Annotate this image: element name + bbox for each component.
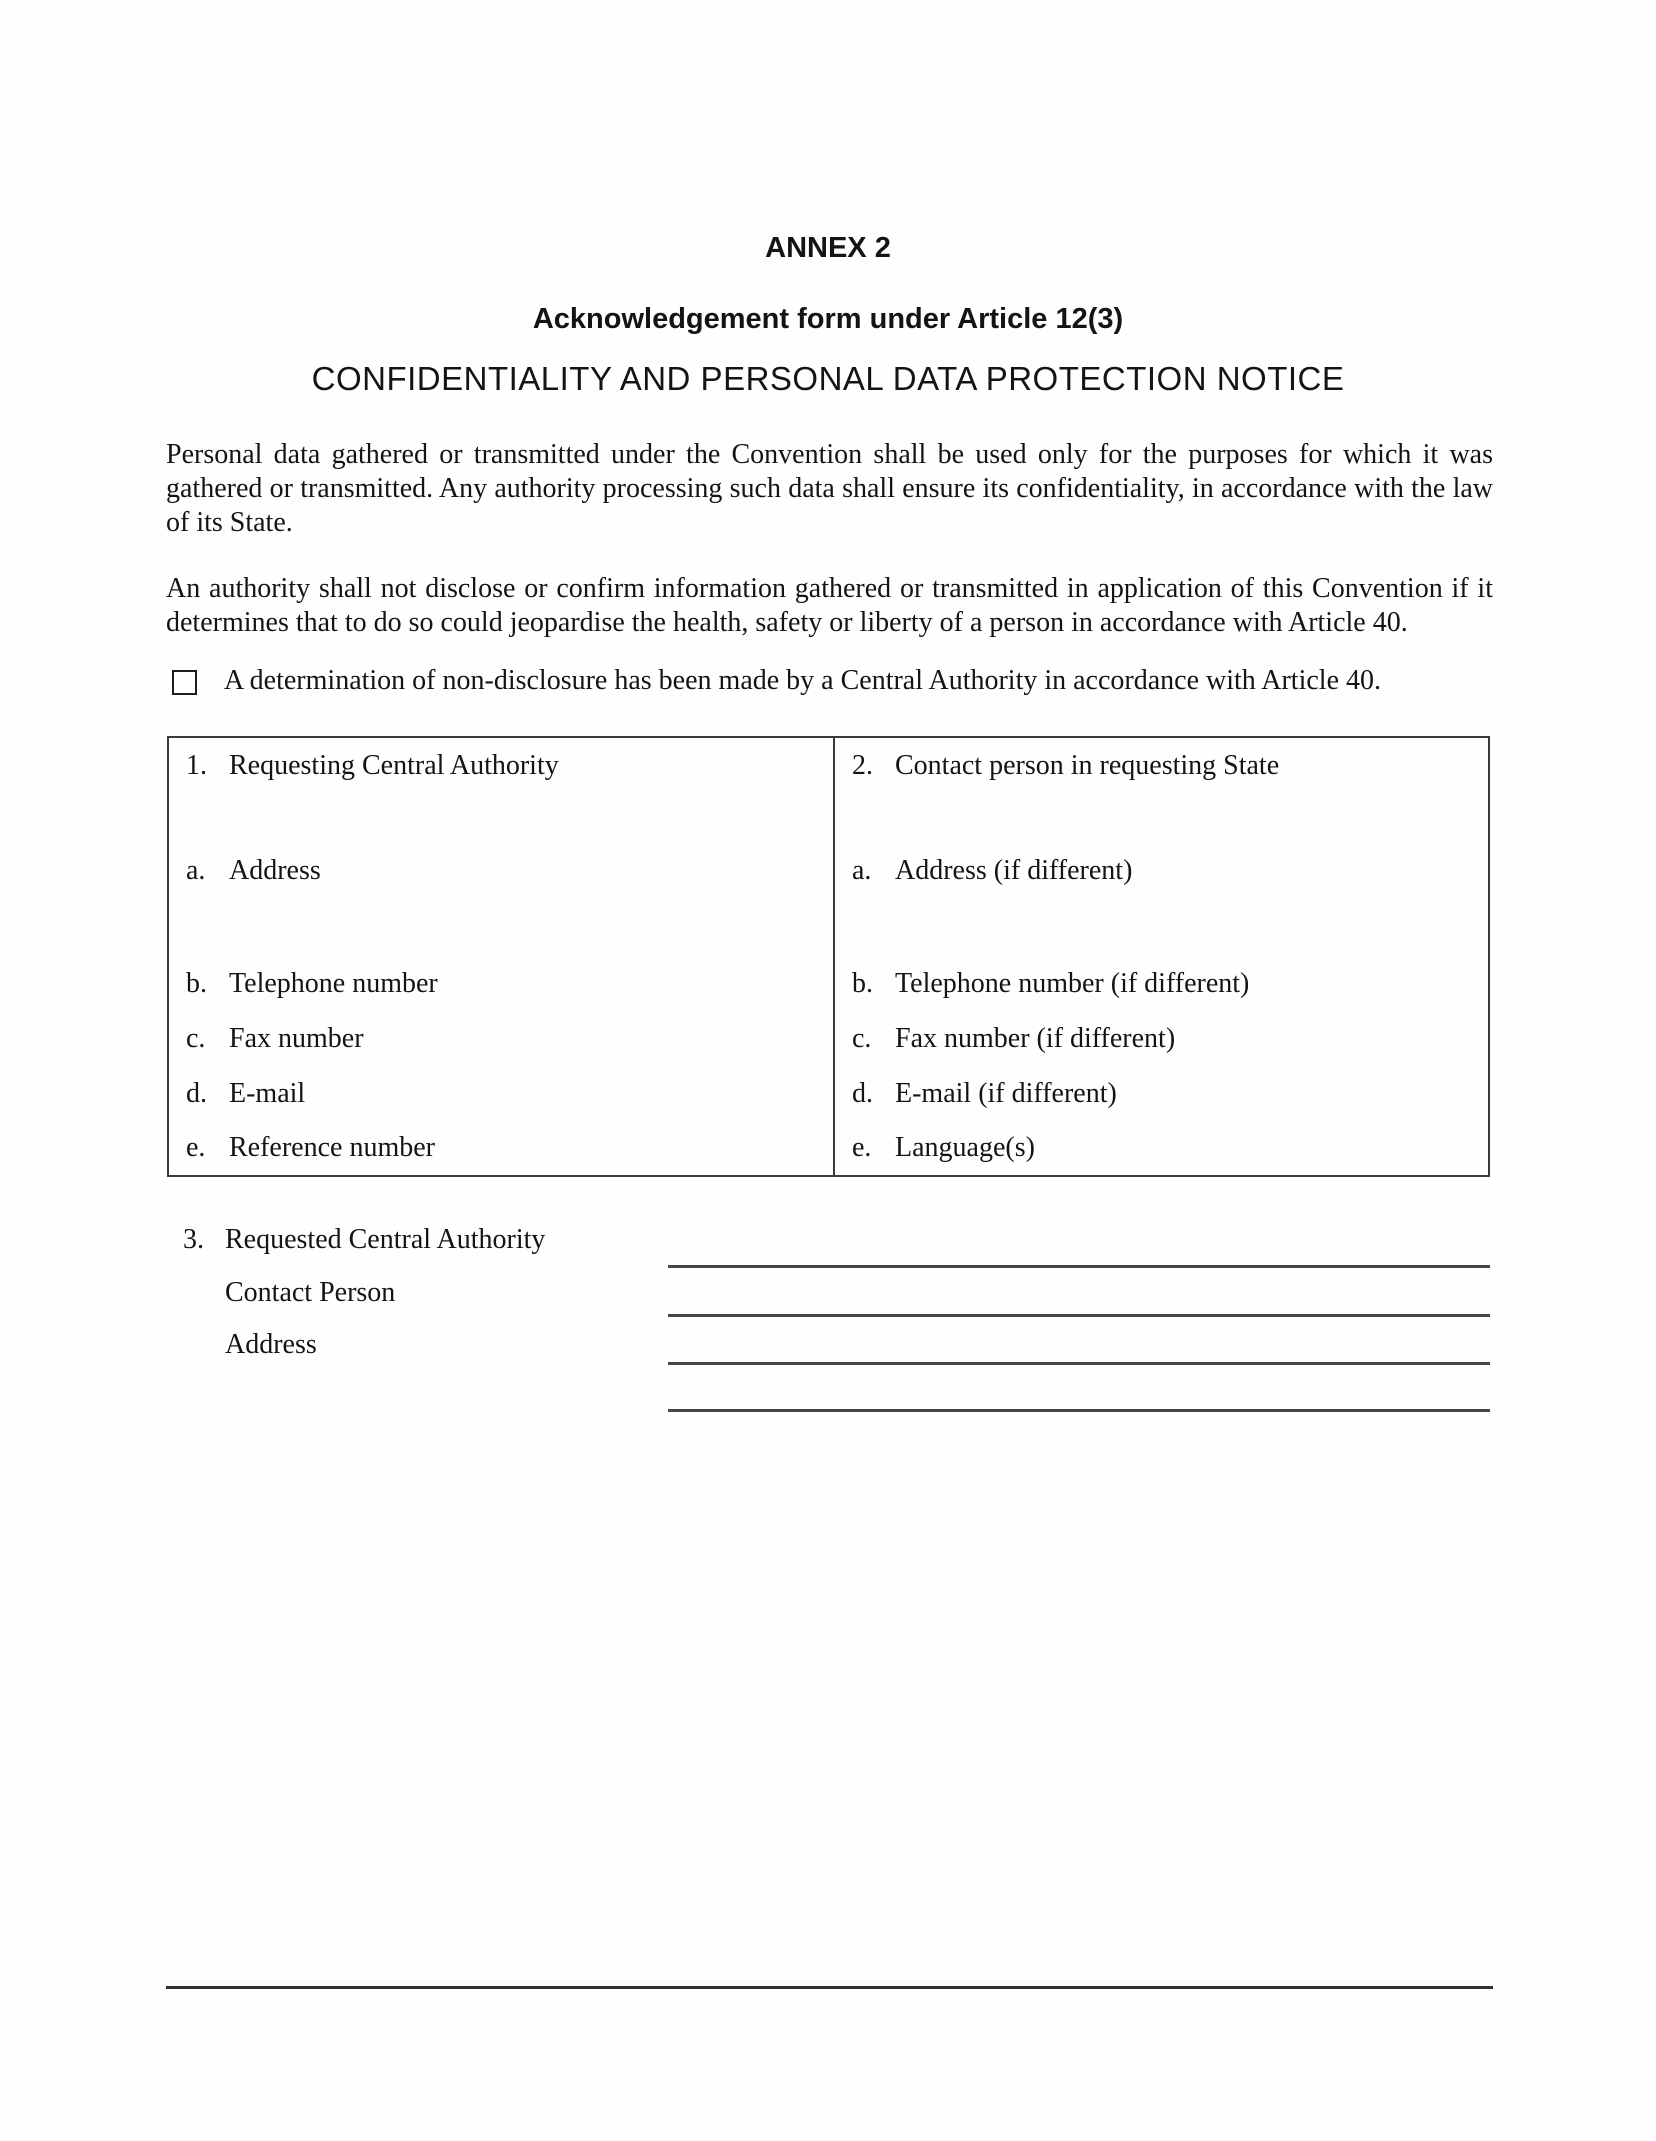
row-number: d. bbox=[186, 1078, 207, 1109]
row-label: Telephone number (if different) bbox=[895, 968, 1250, 999]
row-label: E-mail (if different) bbox=[895, 1078, 1117, 1109]
table-row bbox=[169, 750, 559, 782]
row-number: e. bbox=[186, 1132, 206, 1163]
row-label: Reference number bbox=[229, 1132, 435, 1163]
paragraph-non-disclosure: An authority shall not disclose or confirm information gathered or transmitted in application of this Convention if it determines that to do so could jeopardise the health, safety or liberty of a person in accordance with Article 40. bbox=[166, 573, 1493, 638]
address-input-line-2[interactable] bbox=[668, 1377, 1490, 1412]
section3-address-label: Address bbox=[225, 1329, 317, 1360]
form-subtitle: Acknowledgement form under Article 12(3) bbox=[532, 303, 1124, 335]
row-number: a. bbox=[186, 855, 206, 886]
table-row bbox=[169, 855, 321, 887]
table-row bbox=[169, 1023, 364, 1055]
row-label: Fax number (if different) bbox=[895, 1023, 1176, 1054]
requested-authority-input-line[interactable] bbox=[668, 1233, 1490, 1268]
row-label: Address (if different) bbox=[895, 855, 1133, 886]
annex-title: ANNEX 2 bbox=[765, 232, 891, 264]
row-number: 1. bbox=[186, 750, 207, 781]
footer-divider bbox=[166, 1986, 1493, 1989]
requesting-authority-column bbox=[169, 738, 835, 1175]
row-number: b. bbox=[852, 968, 873, 999]
non-disclosure-label: A determination of non-disclosure has been made by a Central Authority in accordance with Article 40. bbox=[224, 665, 1381, 696]
section3-title: Requested Central Authority bbox=[225, 1224, 546, 1255]
table-row bbox=[169, 968, 438, 1000]
row-number: b. bbox=[186, 968, 207, 999]
table-row bbox=[835, 1132, 1035, 1164]
row-label: E-mail bbox=[229, 1078, 306, 1109]
table-row bbox=[835, 1078, 1117, 1110]
row-label: Telephone number bbox=[229, 968, 438, 999]
table-row bbox=[835, 750, 1279, 782]
row-number: c. bbox=[852, 1023, 872, 1054]
row-number: 2. bbox=[852, 750, 873, 781]
row-label: Requesting Central Authority bbox=[229, 750, 559, 781]
row-number: c. bbox=[186, 1023, 206, 1054]
row-label: Fax number bbox=[229, 1023, 364, 1054]
section3-number: 3. bbox=[183, 1224, 204, 1255]
contact-person-input-line[interactable] bbox=[668, 1282, 1490, 1317]
table-row bbox=[835, 855, 1132, 887]
row-number: e. bbox=[852, 1132, 872, 1163]
paragraph-personal-data: Personal data gathered or transmitted under the Convention shall be used only for the purposes for which it was gathered or transmitted. Any authority processing such data shall ensure its confidentiality, in accordance with the law of its State. bbox=[166, 439, 1493, 538]
notice-title: CONFIDENTIALITY AND PERSONAL DATA PROTECTION NOTICE bbox=[311, 360, 1345, 397]
row-label: Address bbox=[229, 855, 321, 886]
contact-person-column bbox=[835, 738, 1488, 1175]
table-row bbox=[169, 1078, 305, 1110]
non-disclosure-row bbox=[172, 665, 1381, 697]
non-disclosure-checkbox[interactable] bbox=[172, 670, 197, 695]
section3-contact-person-label: Contact Person bbox=[225, 1277, 396, 1308]
table-row bbox=[835, 968, 1249, 1000]
row-label: Language(s) bbox=[895, 1132, 1035, 1163]
row-number: d. bbox=[852, 1078, 873, 1109]
table-row bbox=[169, 1132, 435, 1164]
authority-table bbox=[167, 736, 1490, 1177]
row-number: a. bbox=[852, 855, 872, 886]
table-row bbox=[835, 1023, 1175, 1055]
row-label: Contact person in requesting State bbox=[895, 750, 1280, 781]
address-input-line-1[interactable] bbox=[668, 1330, 1490, 1365]
